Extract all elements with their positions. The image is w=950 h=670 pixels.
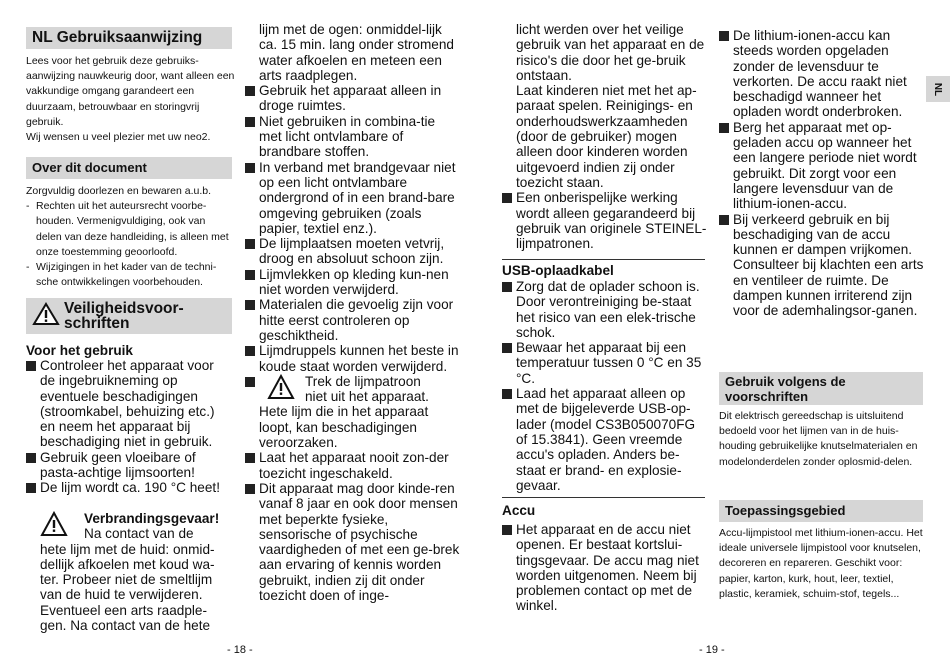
warning-icon: [32, 302, 60, 326]
burn-warning-first-line: Na contact van de: [84, 526, 194, 542]
bullet-square-icon: [719, 215, 729, 225]
bullet-square-icon: [245, 86, 255, 96]
about-item: - Rechten uit het auteursrecht voorbe-houden. Vermenigvuldiging, ook van delen van deze handleiding, is alleen met onze toestemming geoorloofd.: [26, 200, 229, 258]
intended-use-title-line2: voorschriften: [725, 389, 809, 404]
subheading-battery: Accu: [502, 503, 536, 518]
list-item: Lijmdruppels kunnen het beste in koude staat worden verwijderd.: [245, 343, 460, 374]
column-3-top-text: [502, 22, 707, 251]
section-title-intended-use: [719, 372, 923, 405]
battery-list: [502, 522, 707, 614]
list-item: Gebruik het apparaat alleen in droge ruimtes.: [245, 83, 460, 114]
list-item: Materialen die gevoelig zijn voor hitte eerst controleren op geschiktheid.: [245, 297, 460, 343]
warning-icon: [267, 374, 295, 400]
bullet-square-icon: [245, 484, 255, 494]
list-item: Bewaar het apparaat bij een temperatuur tussen 0 °C en 35 °C.: [502, 340, 707, 386]
children-text: Laat kinderen niet met het ap-paraat spelen. Reinigings- en onderhoudswerkzaamheden (door de gebruiker) mogen alleen door kinderen worden uitgevoerd indien zij onder toezicht staan.: [516, 83, 697, 190]
list-item-warning: [245, 374, 460, 405]
bullet-square-icon: [245, 346, 255, 356]
about-item: - Wijzigingen in het kader van de techni-sche ontwikkelingen voorbehouden.: [26, 261, 217, 289]
bullet-square-icon: [502, 525, 512, 535]
section-divider: [502, 259, 705, 260]
applications-paragraph: Accu-lijmpistool met lithium-ionen-accu. Het ideale universele lijmpistool voor knutselen, decoreren en repareren. Geschikt voor: papier, karton, kurk, hout, leer, textiel, plastic, keramiek, schuim-stof, tegels...: [719, 527, 923, 600]
bullet-square-icon: [502, 389, 512, 399]
bullet-square-icon: [719, 123, 729, 133]
intro-wish: Wij wensen u veel plezier met uw neo2.: [26, 131, 211, 144]
list-item: Berg het apparaat met op-geladen accu op wanneer het een langere periode niet wordt gebruikt. Dit zorgt voor een langere levensduur van de lithium-ionen-accu.: [719, 120, 926, 212]
section-title-applications: Toepassingsgebied: [719, 500, 923, 522]
before-use-list: [26, 358, 232, 496]
language-tab: [926, 76, 950, 102]
list-item: Lijmvlekken op kleding kun-nen niet worden verwijderd.: [245, 267, 460, 298]
list-item: Laat het apparaat nooit zon-der toezicht ingeschakeld.: [245, 450, 460, 481]
burn-warning-text: hete lijm met de huid: onmid-dellijk afkoelen met koud wa-ter. Probeer niet de smeltlijm van de huid te verwijderen. Eventueel een arts raadple-gen. Na contact van de hete: [40, 541, 215, 634]
subheading-usb-charger: USB-oplaadkabel: [502, 263, 614, 278]
warning-icon: [40, 511, 68, 537]
usb-list: [502, 279, 707, 493]
intended-use-title-line1: Gebruik volgens de: [725, 374, 846, 389]
bullet-square-icon: [245, 300, 255, 310]
page-number-right: - 19 -: [699, 644, 725, 656]
bullet-square-icon: [245, 270, 255, 280]
list-item: Controleer het apparaat voor de ingebruikneming op eventuele beschadigingen (stroomkabel, behuizing etc.) en neem het apparaat bij beschadiging niet in gebruik.: [26, 358, 232, 450]
list-item: De lijm wordt ca. 190 °C heet!: [26, 480, 232, 495]
list-item: Laad het apparaat alleen op met de bijgeleverde USB-op-lader (model CS3B050070FG of 15.3841). Geen vreemde accu's opladen. Anders be-staat er brand- en explosie-gevaar.: [502, 386, 707, 493]
column-2-text: [245, 22, 460, 603]
language-tab-label: NL: [932, 82, 944, 96]
bullet-square-icon: [245, 453, 255, 463]
bullet-square-icon: [245, 239, 255, 249]
battery-list-continued: [719, 28, 926, 319]
list-item: De lijmplaatsen moeten vetvrij, droog en absoluut schoon zijn.: [245, 236, 460, 267]
subheading-before-use: Voor het gebruik: [26, 343, 133, 358]
list-item: De lithium-ionen-accu kan steeds worden opgeladen zonder de levensduur te verkorten. De accu raakt niet beschadigd wanneer het opladen wordt onderbroken.: [719, 28, 926, 120]
bullet-square-icon: [245, 377, 255, 387]
continued-text: lijm met de ogen: onmiddel-lijk ca. 15 min. lang onder stromend water afkoelen en meteen een arts raadplegen.: [259, 22, 454, 83]
cartridge-warning-line2: niet uit het apparaat.: [305, 389, 429, 405]
bullet-square-icon: [26, 483, 36, 493]
bullet-square-icon: [26, 453, 36, 463]
section-title-about: Over dit document: [26, 157, 232, 179]
list-item: Een onberispelijke werking wordt alleen gegarandeerd bij gebruik van originele STEINEL-lijmpatronen.: [502, 190, 707, 251]
about-text: [26, 184, 232, 290]
list-item: Gebruik geen vloeibare of pasta-achtige lijmsoorten!: [26, 450, 232, 481]
list-item: Bij verkeerd gebruik en bij beschadiging van de accu kunnen er dampen vrijkomen. Consulteer bij klachten een arts en ventileer de ruimte. De dampen kunnen irriterend zijn voor de ademhalingsor-ganen.: [719, 212, 926, 319]
about-instruction: Zorgvuldig doorlezen en bewaren a.u.b.: [26, 185, 212, 197]
section-divider: [502, 497, 705, 498]
section-title-safety: [26, 298, 232, 334]
bullet-square-icon: [502, 343, 512, 353]
intro-text: [26, 54, 236, 145]
safety-title-line1: Veiligheidsvoor-: [64, 300, 184, 317]
document-title: NL Gebruiksaanwijzing: [26, 27, 232, 49]
intended-use-text: [719, 409, 926, 470]
continued-text: licht werden over het veilige gebruik van het apparaat en de risico's die door het ge-bruik ontstaan.: [516, 22, 705, 83]
list-item: Het apparaat en de accu niet openen. Er bestaat kortslui-tingsgevaar. De accu mag niet worden uitgenomen. Neem bij problemen contact op met de winkel.: [502, 522, 707, 614]
cartridge-warning-text: Hete lijm die in het apparaat loopt, kan beschadigingen veroorzaken.: [259, 404, 429, 451]
intended-use-paragraph: Dit elektrisch gereedschap is uitsluitend bedoeld voor het lijmen van in de huis-houding gebruikelijke knutselmaterialen en modelonderdelen zonder oplosmid-delen.: [719, 410, 918, 468]
burn-warning: [40, 511, 232, 633]
page-number-left: - 18 -: [227, 644, 253, 656]
bullet-square-icon: [719, 31, 729, 41]
safety-title-line2: schriften: [64, 315, 130, 332]
bullet-square-icon: [245, 163, 255, 173]
bullet-square-icon: [26, 361, 36, 371]
list-item: Zorg dat de oplader schoon is. Door verontreiniging be-staat het risico van een elek-trische schok.: [502, 279, 707, 340]
cartridge-warning-line1: Trek de lijmpatroon: [305, 373, 421, 389]
list-item: In verband met brandgevaar niet op een licht ontvlambare ondergrond of in een brand-bare omgeving gebruiken (zoals papier, textiel enz.).: [245, 160, 460, 236]
bullet-square-icon: [502, 193, 512, 203]
list-item: Dit apparaat mag door kinde-ren vanaf 8 jaar en ook door mensen met beperkte fysieke, sensorische of psychische vaardigheden of met een ge-brek aan ervaring of kennis worden gebruikt, indien zij dit onder toezicht doen of inge-: [245, 481, 460, 603]
bullet-square-icon: [502, 282, 512, 292]
burn-warning-title: Verbrandingsgevaar!: [84, 511, 220, 526]
list-item: Niet gebruiken in combina-tie met licht ontvlambare of brandbare stoffen.: [245, 114, 460, 160]
bullet-square-icon: [245, 117, 255, 127]
intro-paragraph: Lees voor het gebruik deze gebruiks-aanwijzing nauwkeurig door, want alleen een vakkundige omgang garandeert een duurzaam, betrouwbaar en storingvrij gebruik.: [26, 55, 235, 128]
applications-text: [719, 526, 926, 602]
